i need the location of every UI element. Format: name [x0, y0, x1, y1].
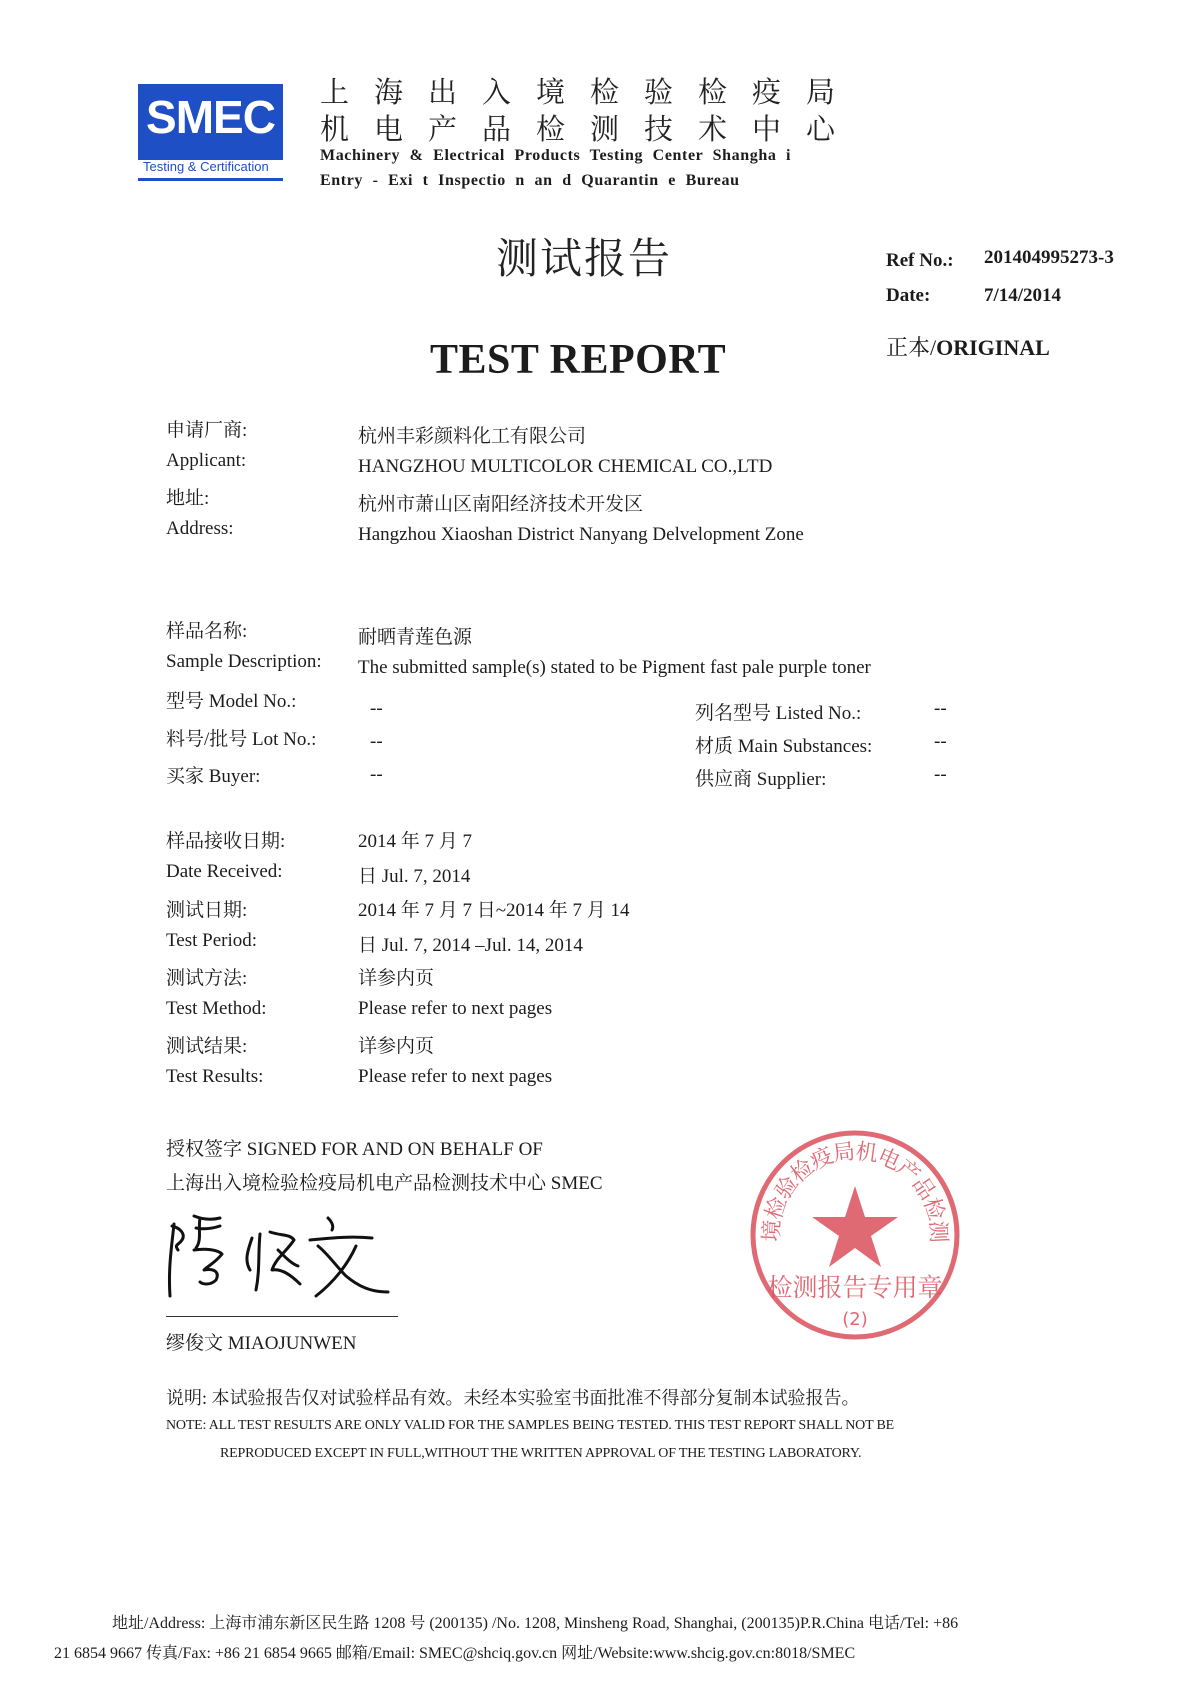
buyer-label: 买家 Buyer: [166, 766, 261, 787]
smec-logo [138, 84, 283, 160]
test-period-value-cn: 2014 年 7 月 7 日~2014 年 7 月 14 [358, 900, 630, 921]
test-period-value-en: 日 Jul. 7, 2014 –Jul. 14, 2014 [358, 935, 583, 956]
date-received-value-cn: 2014 年 7 月 7 [358, 831, 473, 852]
listed-no-value: -- [934, 698, 947, 719]
official-seal-stamp [737, 1109, 962, 1342]
sample-desc-value: The submitted sample(s) stated to be Pigment fast pale purple toner [358, 657, 871, 678]
signed-on-behalf: 授权签字 SIGNED FOR AND ON BEHALF OF [166, 1139, 543, 1160]
logo-subtitle: Testing & Certification [143, 159, 269, 174]
applicant-label-cn: 申请厂商: [166, 420, 248, 441]
ref-no-value: 201404995273-3 [984, 247, 1114, 268]
note-en-line2: REPRODUCED EXCEPT IN FULL,WITHOUT THE WRITTEN APPROVAL OF THE TESTING LABORATORY. [220, 1446, 862, 1461]
report-title-cn: 测试报告 [496, 234, 673, 283]
signature-line [166, 1316, 398, 1317]
supplier-label: 供应商 Supplier: [695, 769, 827, 790]
date-received-label-en: Date Received: [166, 861, 283, 882]
test-method-value-cn: 详参内页 [358, 968, 435, 989]
ref-no-label: Ref No.: [886, 250, 954, 271]
test-method-label-cn: 测试方法: [166, 968, 248, 989]
lot-no-value: -- [370, 731, 383, 752]
address-value-en: Hangzhou Xiaoshan District Nanyang Delvelopment Zone [358, 524, 804, 545]
test-period-label-cn: 测试日期: [166, 900, 248, 921]
test-period-label-en: Test Period: [166, 930, 258, 951]
footer-contact: 21 6854 9667 传真/Fax: +86 21 6854 9665 邮箱/Email: SMEC@shciq.gov.cn 网址/Website:www.shcig.gov.cn:8018/SMEC [54, 1645, 856, 1662]
handwritten-signature [160, 1210, 400, 1310]
original-en: ORIGINAL [936, 335, 1050, 360]
lot-no-label: 料号/批号 Lot No.: [166, 729, 317, 750]
date-value: 7/14/2014 [984, 285, 1062, 306]
main-substances-value: -- [934, 731, 947, 752]
signing-org: 上海出入境检验检疫局机电产品检测技术中心 SMEC [166, 1173, 603, 1194]
address-label-cn: 地址: [166, 488, 210, 509]
sample-name-value: 耐晒青莲色源 [358, 627, 473, 648]
applicant-label-en: Applicant: [166, 450, 247, 471]
date-received-label-cn: 样品接收日期: [166, 831, 286, 852]
org-name-cn-line2: 机电产品检测技术中心 [320, 114, 861, 146]
signer-name: 缪俊文 MIAOJUNWEN [166, 1333, 357, 1354]
address-label-en: Address: [166, 518, 234, 539]
stamp-center-text: 检测报告专用章 [767, 1273, 943, 1302]
test-results-value-en: Please refer to next pages [358, 1066, 553, 1087]
test-results-label-cn: 测试结果: [166, 1036, 248, 1057]
original-cn: 正本/ [886, 335, 937, 360]
org-name-en-line2: Entry - Exi t Inspectio n an d Quarantin e Bureau [320, 172, 740, 189]
logo-text: SMEC [146, 91, 275, 143]
test-results-value-cn: 详参内页 [358, 1036, 435, 1057]
stamp-ring-textpath: 上海出入境检验检疫局机电产品检测技术中心 [737, 1109, 951, 1243]
note-en-line1: NOTE: ALL TEST RESULTS ARE ONLY VALID FOR THE SAMPLES BEING TESTED. THIS TEST REPORT SHALL NOT BE [166, 1418, 894, 1433]
original-mark [886, 331, 1050, 362]
logo-underline [138, 178, 283, 181]
buyer-value: -- [370, 764, 383, 785]
address-value-cn: 杭州市萧山区南阳经济技术开发区 [358, 494, 644, 515]
note-cn: 说明: 本试验报告仅对试验样品有效。未经本实验室书面批准不得部分复制本试验报告。 [166, 1388, 860, 1408]
stamp-number: (2) [842, 1309, 868, 1330]
sample-desc-label: Sample Description: [166, 651, 322, 672]
main-substances-label: 材质 Main Substances: [695, 736, 873, 757]
footer-address: 地址/Address: 上海市浦东新区民生路 1208 号 (200135) /No. 1208, Minsheng Road, Shanghai, (200135)P.R.China 电话/Tel: +86 [112, 1615, 959, 1632]
date-received-value-en: 日 Jul. 7, 2014 [358, 866, 471, 887]
supplier-value: -- [934, 764, 947, 785]
model-no-value: -- [370, 698, 383, 719]
date-label: Date: [886, 285, 931, 306]
listed-no-label: 列名型号 Listed No.: [695, 703, 862, 724]
org-name-cn-line1: 上海出入境检验检疫局 [320, 77, 861, 109]
test-results-label-en: Test Results: [166, 1066, 264, 1087]
test-method-label-en: Test Method: [166, 998, 267, 1019]
org-name-en-line1: Machinery & Electrical Products Testing Center Shangha i [320, 147, 792, 164]
report-title-en: TEST REPORT [430, 337, 727, 383]
applicant-value-en: HANGZHOU MULTICOLOR CHEMICAL CO.,LTD [358, 456, 773, 477]
sample-name-label: 样品名称: [166, 621, 248, 642]
model-no-label: 型号 Model No.: [166, 691, 297, 712]
stamp-star-icon [812, 1186, 898, 1267]
applicant-value-cn: 杭州丰彩颜料化工有限公司 [358, 426, 587, 447]
test-method-value-en: Please refer to next pages [358, 998, 553, 1019]
